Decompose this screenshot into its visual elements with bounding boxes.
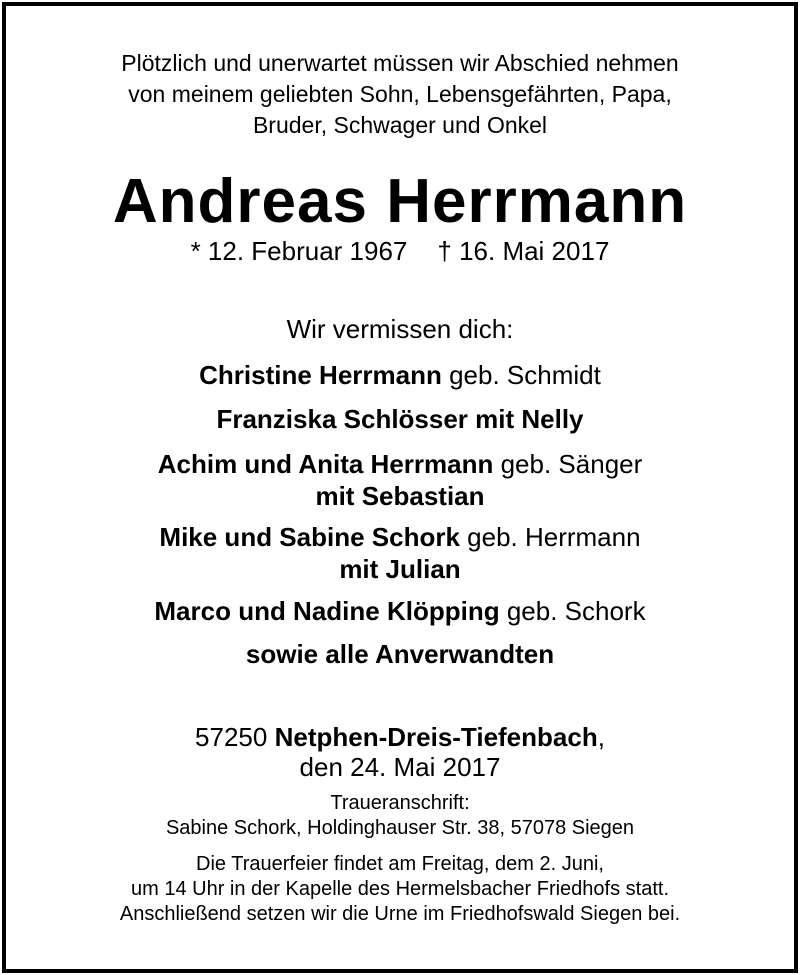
mourning-address bbox=[6, 791, 794, 841]
intro-line-1: Plötzlich und unerwartet müssen wir Abschied nehmen bbox=[121, 50, 679, 76]
mourners-heading: Wir vermissen dich: bbox=[286, 314, 514, 344]
ceremony-line-3: Anschließend setzen wir die Urne im Friedhofswald Siegen bei. bbox=[119, 903, 681, 925]
mourner-5 bbox=[6, 595, 794, 627]
intro-text bbox=[6, 48, 794, 141]
mourner-4 bbox=[6, 521, 794, 585]
address-label: Traueranschrift: bbox=[330, 792, 470, 814]
place-town: Netphen-Dreis-Tiefenbach bbox=[274, 722, 598, 752]
place-comma: , bbox=[597, 722, 605, 752]
place-and-date bbox=[6, 722, 794, 782]
ceremony-line-2: um 14 Uhr in der Kapelle des Hermelsbacher Friedhofs statt. bbox=[130, 878, 670, 900]
mourner-1-maiden: geb. Schmidt bbox=[441, 360, 601, 390]
mourner-3-child: mit Sebastian bbox=[315, 481, 485, 511]
place-zip: 57250 bbox=[195, 722, 275, 752]
mourner-1 bbox=[6, 359, 794, 391]
mourner-5-name: Marco und Nadine Klöpping bbox=[154, 596, 500, 626]
obituary-frame bbox=[2, 2, 798, 973]
mourner-5-maiden: geb. Schork bbox=[499, 596, 646, 626]
ceremony-line-1: Die Trauerfeier findet am Freitag, dem 2. Juni, bbox=[196, 853, 604, 875]
life-dates bbox=[6, 234, 794, 268]
mourner-3-maiden: geb. Sänger bbox=[493, 449, 643, 479]
mourner-4-child: mit Julian bbox=[339, 554, 461, 584]
mourner-3 bbox=[6, 448, 794, 512]
mourner-2 bbox=[6, 403, 794, 435]
death-date: † 16. Mai 2017 bbox=[437, 236, 610, 266]
mourner-2-name: Franziska Schlösser mit Nelly bbox=[216, 404, 584, 434]
deceased-name: Andreas Herrmann bbox=[112, 167, 688, 236]
address-value: Sabine Schork, Holdinghauser Str. 38, 57078 Siegen bbox=[165, 817, 635, 839]
mourner-4-maiden: geb. Herrmann bbox=[459, 522, 641, 552]
mourner-1-name: Christine Herrmann bbox=[199, 360, 442, 390]
mourner-6 bbox=[6, 638, 794, 670]
mourner-4-name: Mike und Sabine Schork bbox=[159, 522, 460, 552]
intro-line-3: Bruder, Schwager und Onkel bbox=[252, 112, 548, 138]
intro-line-2: von meinem geliebten Sohn, Lebensgefährten, Papa, bbox=[128, 81, 672, 107]
mourner-6-name: sowie alle Anverwandten bbox=[245, 639, 555, 669]
place-date: den 24. Mai 2017 bbox=[299, 752, 501, 782]
birth-date: * 12. Februar 1967 bbox=[190, 236, 408, 266]
ceremony-info bbox=[6, 852, 794, 927]
mourner-3-name: Achim und Anita Herrmann bbox=[157, 449, 494, 479]
